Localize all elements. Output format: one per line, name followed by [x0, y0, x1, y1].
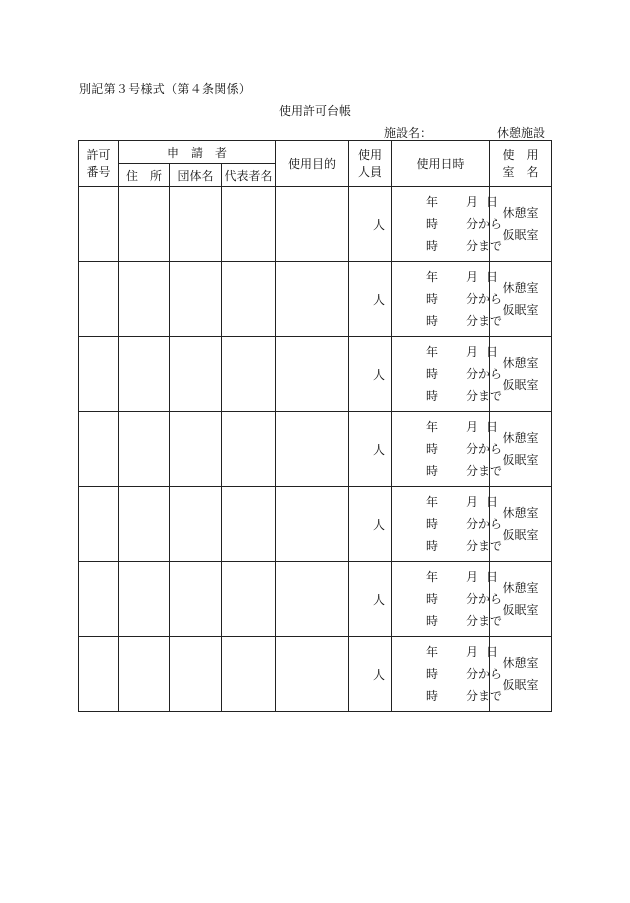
header-applicant: 申 請 者: [119, 141, 276, 164]
table-row: [79, 562, 552, 637]
cell-address[interactable]: [119, 637, 170, 712]
cell-group-name[interactable]: [170, 187, 222, 262]
header-people: [349, 141, 392, 187]
cell-people[interactable]: [349, 562, 392, 637]
cell-representative[interactable]: [222, 562, 276, 637]
to-minute-label: 分まで: [466, 539, 503, 553]
cell-group-name[interactable]: [170, 562, 222, 637]
cell-group-name[interactable]: [170, 412, 222, 487]
from-minute-label: 分から: [466, 592, 503, 606]
cell-purpose[interactable]: [276, 637, 349, 712]
cell-purpose[interactable]: [276, 187, 349, 262]
cell-purpose[interactable]: [276, 262, 349, 337]
facility-name-label: 施設名：: [384, 126, 433, 140]
room-nap: 仮眠室: [502, 603, 539, 617]
cell-representative[interactable]: [222, 487, 276, 562]
table-row: [79, 487, 552, 562]
room-rest: 休憩室: [502, 431, 539, 445]
to-minute-label: 分まで: [466, 314, 503, 328]
date-month-label: 月: [466, 420, 479, 434]
cell-datetime[interactable]: [392, 487, 503, 562]
room-rest: 休憩室: [502, 281, 539, 295]
to-hour-label: 時: [426, 614, 439, 628]
from-hour-label: 時: [426, 592, 439, 606]
date-year-label: 年: [426, 195, 439, 209]
date-month-label: 月: [466, 645, 479, 659]
cell-representative[interactable]: [222, 637, 276, 712]
cell-people[interactable]: [349, 337, 392, 412]
cell-datetime[interactable]: [392, 562, 503, 637]
date-day-label: 日: [486, 420, 499, 434]
cell-purpose[interactable]: [276, 337, 349, 412]
cell-permit-number[interactable]: [79, 262, 119, 337]
table-row: [79, 187, 552, 262]
header-room-line1: 使 用: [502, 147, 539, 162]
header-people-line1: 使用: [358, 147, 383, 162]
cell-address[interactable]: [119, 337, 170, 412]
document-title: 使用許可台帳: [278, 104, 351, 118]
cell-group-name[interactable]: [170, 487, 222, 562]
cell-permit-number[interactable]: [79, 412, 119, 487]
cell-permit-number[interactable]: [79, 187, 119, 262]
to-hour-label: 時: [426, 314, 439, 328]
cell-people[interactable]: [349, 262, 392, 337]
room-rest: 休憩室: [502, 356, 539, 370]
cell-purpose[interactable]: [276, 487, 349, 562]
room-rest: 休憩室: [502, 581, 539, 595]
from-minute-label: 分から: [466, 667, 503, 681]
from-hour-label: 時: [426, 667, 439, 681]
to-hour-label: 時: [426, 389, 439, 403]
cell-permit-number[interactable]: [79, 337, 119, 412]
cell-datetime[interactable]: [392, 337, 503, 412]
room-rest: 休憩室: [502, 656, 539, 670]
header-purpose: 使用目的: [276, 141, 349, 187]
cell-datetime[interactable]: [392, 637, 503, 712]
people-unit: 人: [373, 592, 386, 607]
table-row: [79, 637, 552, 712]
from-minute-label: 分から: [466, 442, 503, 456]
table-row: [79, 262, 552, 337]
from-minute-label: 分から: [466, 292, 503, 306]
people-unit: 人: [373, 517, 386, 532]
cell-group-name[interactable]: [170, 262, 222, 337]
from-hour-label: 時: [426, 517, 439, 531]
cell-permit-number[interactable]: [79, 562, 119, 637]
cell-permit-number[interactable]: [79, 487, 119, 562]
table-row: [79, 412, 552, 487]
room-nap: 仮眠室: [502, 303, 539, 317]
header-row-1: [79, 141, 552, 164]
date-month-label: 月: [466, 195, 479, 209]
cell-group-name[interactable]: [170, 337, 222, 412]
facility-name-value: 休憩施設: [497, 126, 546, 140]
from-hour-label: 時: [426, 292, 439, 306]
cell-datetime[interactable]: [392, 187, 503, 262]
cell-address[interactable]: [119, 562, 170, 637]
cell-address[interactable]: [119, 187, 170, 262]
to-minute-label: 分まで: [466, 614, 503, 628]
room-nap: 仮眠室: [502, 378, 539, 392]
to-minute-label: 分まで: [466, 239, 503, 253]
date-month-label: 月: [466, 570, 479, 584]
people-unit: 人: [373, 667, 386, 682]
date-day-label: 日: [486, 270, 499, 284]
header-representative: 代表者名: [222, 164, 276, 187]
room-nap: 仮眠室: [502, 453, 539, 467]
header-permit-number-line1: 許可: [86, 147, 111, 162]
cell-people[interactable]: [349, 187, 392, 262]
header-room: [490, 141, 552, 187]
cell-purpose[interactable]: [276, 412, 349, 487]
table-row: [79, 337, 552, 412]
people-unit: 人: [373, 442, 386, 457]
form-label: 別記第３号様式（第４条関係）: [79, 82, 252, 96]
cell-address[interactable]: [119, 262, 170, 337]
cell-permit-number[interactable]: [79, 637, 119, 712]
date-day-label: 日: [486, 345, 499, 359]
from-minute-label: 分から: [466, 217, 503, 231]
date-day-label: 日: [486, 570, 499, 584]
date-year-label: 年: [426, 570, 439, 584]
cell-representative[interactable]: [222, 262, 276, 337]
header-address: 住 所: [119, 164, 170, 187]
room-rest: 休憩室: [502, 506, 539, 520]
date-month-label: 月: [466, 345, 479, 359]
cell-people[interactable]: [349, 637, 392, 712]
cell-address[interactable]: [119, 412, 170, 487]
to-hour-label: 時: [426, 239, 439, 253]
people-unit: 人: [373, 367, 386, 382]
to-minute-label: 分まで: [466, 389, 503, 403]
to-minute-label: 分まで: [466, 464, 503, 478]
from-hour-label: 時: [426, 367, 439, 381]
date-year-label: 年: [426, 495, 439, 509]
header-people-line2: 人員: [358, 164, 383, 179]
date-day-label: 日: [486, 645, 499, 659]
cell-datetime[interactable]: [392, 262, 503, 337]
cell-representative[interactable]: [222, 337, 276, 412]
to-hour-label: 時: [426, 539, 439, 553]
date-month-label: 月: [466, 270, 479, 284]
cell-people[interactable]: [349, 487, 392, 562]
people-unit: 人: [373, 217, 386, 232]
cell-representative[interactable]: [222, 187, 276, 262]
date-day-label: 日: [486, 495, 499, 509]
from-minute-label: 分から: [466, 517, 503, 531]
from-hour-label: 時: [426, 217, 439, 231]
header-permit-number: [79, 141, 119, 187]
from-hour-label: 時: [426, 442, 439, 456]
cell-group-name[interactable]: [170, 637, 222, 712]
date-year-label: 年: [426, 345, 439, 359]
ledger-body: [79, 187, 552, 712]
date-year-label: 年: [426, 420, 439, 434]
people-unit: 人: [373, 292, 386, 307]
header-datetime: 使用日時: [392, 141, 490, 187]
cell-purpose[interactable]: [276, 562, 349, 637]
to-hour-label: 時: [426, 464, 439, 478]
room-nap: 仮眠室: [502, 528, 539, 542]
date-year-label: 年: [426, 645, 439, 659]
room-nap: 仮眠室: [502, 678, 539, 692]
cell-people[interactable]: [349, 412, 392, 487]
header-group-name: 団体名: [170, 164, 222, 187]
room-nap: 仮眠室: [502, 228, 539, 242]
to-hour-label: 時: [426, 689, 439, 703]
cell-datetime[interactable]: [392, 412, 503, 487]
date-year-label: 年: [426, 270, 439, 284]
room-rest: 休憩室: [502, 206, 539, 220]
header-permit-number-line2: 番号: [86, 164, 111, 179]
header-room-line2: 室 名: [502, 164, 539, 179]
cell-representative[interactable]: [222, 412, 276, 487]
permit-ledger-table: [78, 140, 552, 712]
date-month-label: 月: [466, 495, 479, 509]
cell-address[interactable]: [119, 487, 170, 562]
date-day-label: 日: [486, 195, 499, 209]
to-minute-label: 分まで: [466, 689, 503, 703]
from-minute-label: 分から: [466, 367, 503, 381]
